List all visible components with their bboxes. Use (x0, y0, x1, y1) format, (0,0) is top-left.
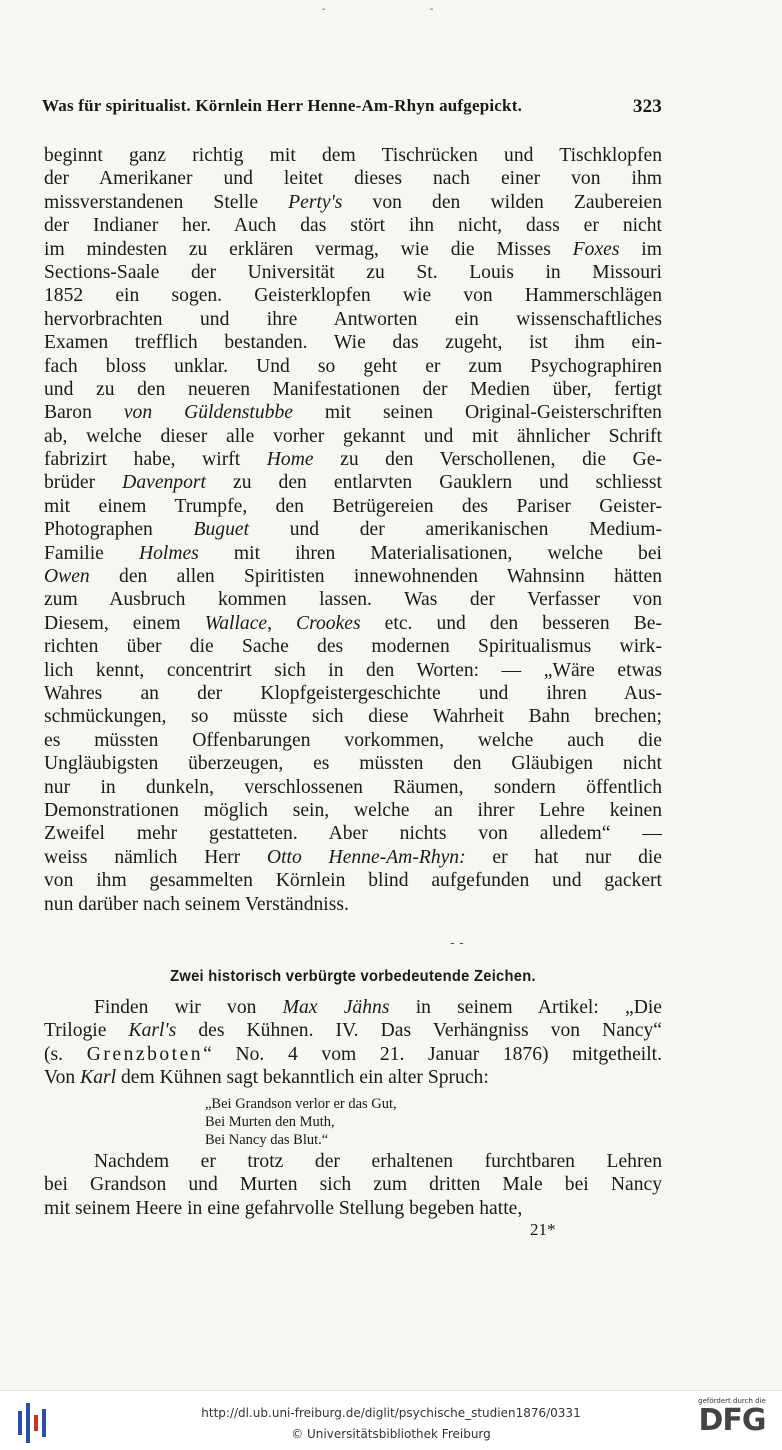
text-run: mit einem Trumpfe, den Betrügereien des Pariser Geister- (44, 495, 662, 517)
text-run: ab, welche dieser alle vorher gekannt und mit ähnlicher Schrift (44, 425, 662, 447)
scan-mark: - (322, 4, 326, 15)
text-line (44, 565, 662, 588)
text-line (44, 425, 662, 448)
text-line (44, 1019, 662, 1042)
text-run: fach bloss unklar. Und so geht er zum Psychographiren (44, 355, 662, 377)
text-line (44, 846, 662, 869)
paragraph-main (44, 144, 662, 916)
text-run: Owen (44, 566, 90, 588)
text-run: Zweifel mehr gestatteten. Aber nichts von alledem“ — (44, 823, 662, 845)
text-run: der Amerikaner und leitet dieses nach einer von ihm (44, 168, 662, 190)
text-line (44, 542, 662, 565)
text-run: bei Grandson und Murten sich zum dritten Male bei Nancy (44, 1174, 662, 1196)
text-run: in seinem Artikel: „Die (389, 997, 663, 1018)
text-run: lich kennt, concentrirt sich in den Worten: — „Wäre etwas (44, 659, 662, 681)
text-line (44, 518, 662, 541)
text-run: den allen Spiritisten innewohnenden Wahnsinn hätten (89, 566, 662, 588)
verse-line: Bei Nancy das Blut.“ (205, 1132, 329, 1148)
text-run: es müssten Offenbarungen vorkommen, welche auch die (44, 729, 662, 751)
text-run: 1852 ein sogen. Geisterklopfen wie von Hammerschlägen (44, 285, 662, 307)
text-line (44, 448, 662, 471)
text-run: nun darüber nach seinem Verständniss. (44, 893, 349, 915)
text-run: “ No. 4 vom 21. Januar 1876) mitgetheilt. (203, 1043, 662, 1065)
text-run: Nachdem er trotz der erhaltenen furchtbaren Lehren (94, 1151, 662, 1172)
text-line (44, 214, 662, 237)
text-run: im (619, 238, 662, 260)
viewer-footer (0, 1390, 782, 1450)
text-run: Karl (80, 1067, 117, 1089)
text-line (44, 261, 662, 284)
text-line (44, 869, 662, 892)
section-paragraph (44, 996, 662, 1090)
signature-mark: 21* (530, 1220, 556, 1239)
text-run: Photographen (44, 519, 194, 541)
page-number: 323 (632, 96, 662, 117)
text-run: Baron (44, 402, 124, 424)
text-line (44, 659, 662, 682)
text-run: Wahres an der Klopfgeistergeschichte und ihren Aus- (44, 682, 662, 704)
text-run: Karl's (128, 1020, 177, 1042)
text-run: zu den Verschollenen, die Ge- (313, 449, 663, 471)
text-line (44, 612, 662, 635)
verse-line: Bei Murten den Muth, (205, 1114, 335, 1130)
text-run: zum Ausbruch kommen lassen. Was der Verfasser von (44, 589, 662, 611)
scan-mark: - (430, 4, 434, 15)
text-run: Ungläubigsten überzeugen, es müssten den Gläubigen nicht (44, 753, 662, 775)
text-run: Perty's (288, 191, 343, 213)
dfg-logo-text: DFG (698, 1403, 766, 1438)
text-run: brüder (44, 472, 123, 494)
text-run: Otto Henne-Am-Rhyn: (266, 846, 466, 868)
text-run: der Indianer her. Auch das stört ihn nicht, dass er nicht (44, 215, 662, 237)
text-line (44, 729, 662, 752)
verse-line: „Bei Grandson verlor er das Gut, (205, 1096, 397, 1112)
text-line (44, 471, 662, 494)
text-run: Buguet (193, 519, 250, 541)
text-line (44, 355, 662, 378)
text-run: Diesem, einem (44, 612, 205, 634)
running-head (42, 96, 662, 116)
text-run: dem Kühnen sagt bekanntlich ein alter Spruch: (116, 1067, 489, 1089)
text-line (44, 308, 662, 331)
text-run: von Güldenstubbe (123, 402, 293, 424)
text-run: Trilogie (44, 1020, 129, 1042)
text-line (44, 1173, 662, 1196)
text-line (44, 1197, 662, 1220)
text-line (44, 588, 662, 611)
text-run: mit ihren Materialisationen, welche bei (198, 542, 662, 564)
text-line (44, 682, 662, 705)
text-line (44, 776, 662, 799)
text-line (44, 331, 662, 354)
text-run: und der amerikanischen Medium- (249, 519, 662, 541)
text-run: (s. (44, 1043, 87, 1065)
text-line (44, 822, 662, 845)
text-line (44, 1150, 662, 1173)
text-line (44, 191, 662, 214)
verse-quote (205, 1095, 397, 1149)
text-run: Home (266, 449, 314, 471)
page-url-link[interactable]: http://dl.ub.uni-freiburg.de/diglit/psychische_studien1876/0331 (201, 1406, 581, 1420)
text-run: beginnt ganz richtig mit dem Tischrücken und Tischklopfen (44, 145, 662, 166)
text-run: er hat nur die (465, 846, 663, 868)
running-title: Was für spiritualist. Körnlein Herr Henne-Am-Rhyn aufgepickt. (42, 96, 523, 115)
text-run: Finden wir von (94, 997, 283, 1018)
text-run: des Kühnen. IV. Das Verhängniss von Nancy“ (176, 1020, 662, 1042)
text-run: von ihm gesammelten Körnlein blind aufgefunden und gackert (44, 870, 662, 892)
text-run: und zu den neueren Manifestationen der Medien über, fertigt (44, 378, 662, 400)
text-run: weiss nämlich Herr (44, 846, 267, 868)
section-paragraph-continued (44, 1150, 662, 1220)
text-line (44, 1043, 662, 1066)
text-run: Davenport (122, 472, 206, 494)
text-run: richten über die Sache des modernen Spiritualismus wirk- (44, 636, 662, 658)
text-run: Sections-Saale der Universität zu St. Louis in Missouri (44, 261, 662, 283)
text-line (44, 893, 662, 916)
text-run: im mindesten zu erklären vermag, wie die Misses (44, 238, 573, 260)
text-line (44, 752, 662, 775)
text-run: Familie (44, 542, 139, 564)
dfg-logo (690, 1397, 774, 1445)
text-run: Von (44, 1067, 81, 1089)
text-run: zu den entlarvten Gauklern und schliesst (205, 472, 662, 494)
text-run: hervorbrachten und ihre Antworten ein wissenschaftliches (44, 308, 662, 330)
section-divider: - - (450, 935, 464, 951)
copyright-notice: © Universitätsbibliothek Freiburg (291, 1427, 491, 1441)
text-run: mit seinen Original-Geisterschriften (292, 402, 662, 424)
text-run: fabrizirt habe, wirft (44, 449, 267, 471)
text-run: missverstandenen Stelle (44, 191, 289, 213)
text-run: Crookes (296, 612, 361, 634)
text-line (44, 495, 662, 518)
text-line (44, 378, 662, 401)
text-run: Wallace (204, 612, 268, 634)
text-run: Holmes (138, 542, 199, 564)
text-line (44, 996, 662, 1019)
text-run: Examen trefflich bestanden. Wie das zugeht, ist ihm ein- (44, 332, 662, 354)
text-line (44, 238, 662, 261)
text-line (44, 144, 662, 167)
funding-note: gefördert durch die (698, 1397, 766, 1405)
text-run: Demonstrationen möglich sein, welche an ihrer Lehre keinen (44, 799, 662, 821)
text-line (44, 167, 662, 190)
text-line (44, 799, 662, 822)
text-run: schmückungen, so müsste sich diese Wahrheit Bahn brechen; (44, 706, 662, 728)
text-run: etc. und den besseren Be- (360, 612, 662, 634)
text-run: , (267, 612, 297, 634)
text-run: Foxes (572, 238, 620, 260)
section-heading: Zwei historisch verbürgte vorbedeutende Zeichen. (170, 968, 536, 985)
text-run: mit seinem Heere in eine gefahrvolle Stellung begeben hatte, (44, 1197, 523, 1219)
text-line (44, 401, 662, 424)
text-run: von den wilden Zaubereien (342, 191, 662, 213)
text-line (44, 705, 662, 728)
text-run: Grenzboten (86, 1043, 204, 1065)
text-run: nur in dunkeln, verschlossenen Räumen, sondern öffentlich (44, 776, 662, 798)
text-run: Max Jähns (282, 997, 390, 1018)
text-line (44, 284, 662, 307)
text-line (44, 635, 662, 658)
text-line (44, 1066, 662, 1089)
